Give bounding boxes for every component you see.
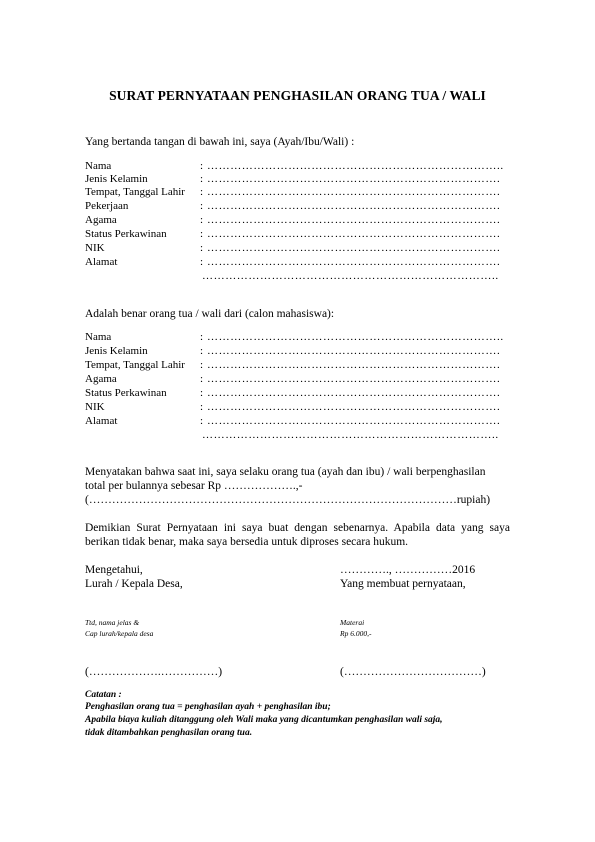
parent-marital-field: [85, 228, 510, 240]
fill-line: ………………………………………………………………….: [207, 242, 501, 254]
field-label: Nama: [85, 331, 112, 343]
field-colon: :: [200, 373, 204, 385]
field-label: Tempat, Tanggal Lahir: [85, 186, 185, 198]
student-name-field: [85, 331, 510, 343]
student-religion-field: [85, 373, 510, 385]
fill-line: ………………………………………………………………….: [207, 228, 501, 240]
field-colon: :: [200, 331, 204, 343]
field-label: Jenis Kelamin: [85, 173, 148, 185]
field-colon: :: [200, 242, 204, 254]
village-head-name-blank: (……………….……………): [85, 666, 223, 678]
field-label: Nama: [85, 160, 112, 172]
field-label: Agama: [85, 373, 117, 385]
parent-birth-field: [85, 186, 510, 198]
field-label: Alamat: [85, 415, 118, 427]
parent-name-field: [85, 160, 510, 172]
student-nik-field: [85, 401, 510, 413]
field-colon: :: [200, 200, 204, 212]
field-label: Agama: [85, 214, 117, 226]
student-intro-text: Adalah benar orang tua / wali dari (calon mahasiswa):: [85, 308, 335, 320]
fill-line: ………………………………………………………………….: [207, 415, 501, 427]
field-label: Jenis Kelamin: [85, 345, 148, 357]
fill-line: ………………………………………………………………….: [207, 345, 501, 357]
signature-note-1: Ttd, nama jelas &: [85, 618, 140, 627]
fill-line: ………………………………………………………………….: [207, 359, 501, 371]
closing-paragraph: Demikian Surat Pernyataan ini saya buat dengan sebenarnya. Apabila data yang saya berikan tidak benar, maka saya bersedia untuk diproses secara hukum.: [85, 522, 510, 548]
fill-line: ………………………………………………………………….: [207, 200, 501, 212]
parent-gender-field: [85, 173, 510, 185]
notes-heading: Catatan :: [85, 690, 122, 700]
stamp-duty-label: Materai: [340, 618, 365, 627]
field-colon: :: [200, 160, 204, 172]
declarant-name-blank: (………………………………): [340, 666, 486, 678]
notes-line-1: Penghasilan orang tua = penghasilan ayah + penghasilan ibu;: [85, 702, 331, 712]
field-label: NIK: [85, 401, 105, 413]
income-statement-line2: total per bulannya sebesar Rp ……………….,-: [85, 480, 303, 492]
village-head-label: Lurah / Kepala Desa,: [85, 578, 183, 590]
field-label: Status Perkawinan: [85, 228, 167, 240]
fill-line: ………………………………………………………………….: [207, 401, 501, 413]
student-address-field: [85, 415, 510, 427]
field-colon: :: [200, 387, 204, 399]
field-label: Status Perkawinan: [85, 387, 167, 399]
field-label: Alamat: [85, 256, 118, 268]
field-colon: :: [200, 214, 204, 226]
field-label: Pekerjaan: [85, 200, 129, 212]
student-birth-field: [85, 359, 510, 371]
parent-nik-field: [85, 242, 510, 254]
parent-occupation-field: [85, 200, 510, 212]
field-label: Tempat, Tanggal Lahir: [85, 359, 185, 371]
declarant-label: Yang membuat pernyataan,: [340, 578, 466, 590]
signature-note-2: Cap lurah/kepala desa: [85, 629, 154, 638]
address-continuation-line: …………………………………………………………………..: [202, 270, 499, 282]
field-colon: :: [200, 401, 204, 413]
student-gender-field: [85, 345, 510, 357]
notes-line-3: tidak ditambahkan penghasilan orang tua.: [85, 728, 253, 738]
place-date-line: …………., ……………2016: [340, 564, 476, 576]
intro-text: Yang bertanda tangan di bawah ini, saya (Ayah/Ibu/Wali) :: [85, 136, 355, 148]
income-statement-line1: Menyatakan bahwa saat ini, saya selaku orang tua (ayah dan ibu) / wali berpenghasilan: [85, 466, 486, 478]
address-continuation-line: …………………………………………………………………..: [202, 429, 499, 441]
field-colon: :: [200, 359, 204, 371]
field-colon: :: [200, 415, 204, 427]
fill-line: …………………………………………………………………..: [207, 160, 504, 172]
fill-line: …………………………………………………………………..: [207, 331, 504, 343]
fill-line: ………………………………………………………………….: [207, 214, 501, 226]
field-colon: :: [200, 173, 204, 185]
fill-line: ………………………………………………………………….: [207, 387, 501, 399]
field-label: NIK: [85, 242, 105, 254]
parent-religion-field: [85, 214, 510, 226]
student-marital-field: [85, 387, 510, 399]
fill-line: ………………………………………………………………….: [207, 186, 501, 198]
field-colon: :: [200, 256, 204, 268]
document-title: SURAT PERNYATAAN PENGHASILAN ORANG TUA / WALI: [109, 88, 486, 103]
notes-line-2: Apabila biaya kuliah ditanggung oleh Wali maka yang dicantumkan penghasilan wali saja,: [85, 715, 443, 725]
acknowledged-label: Mengetahui,: [85, 564, 143, 576]
fill-line: ………………………………………………………………….: [207, 173, 501, 185]
stamp-duty-amount: Rp 6.000,-: [340, 629, 372, 638]
field-colon: :: [200, 228, 204, 240]
parent-address-field: [85, 256, 510, 268]
field-colon: :: [200, 345, 204, 357]
fill-line: ………………………………………………………………….: [207, 256, 501, 268]
fill-line: ………………………………………………………………….: [207, 373, 501, 385]
field-colon: :: [200, 186, 204, 198]
income-words-line: (……………………………………………………………………………………rupiah): [85, 494, 491, 506]
